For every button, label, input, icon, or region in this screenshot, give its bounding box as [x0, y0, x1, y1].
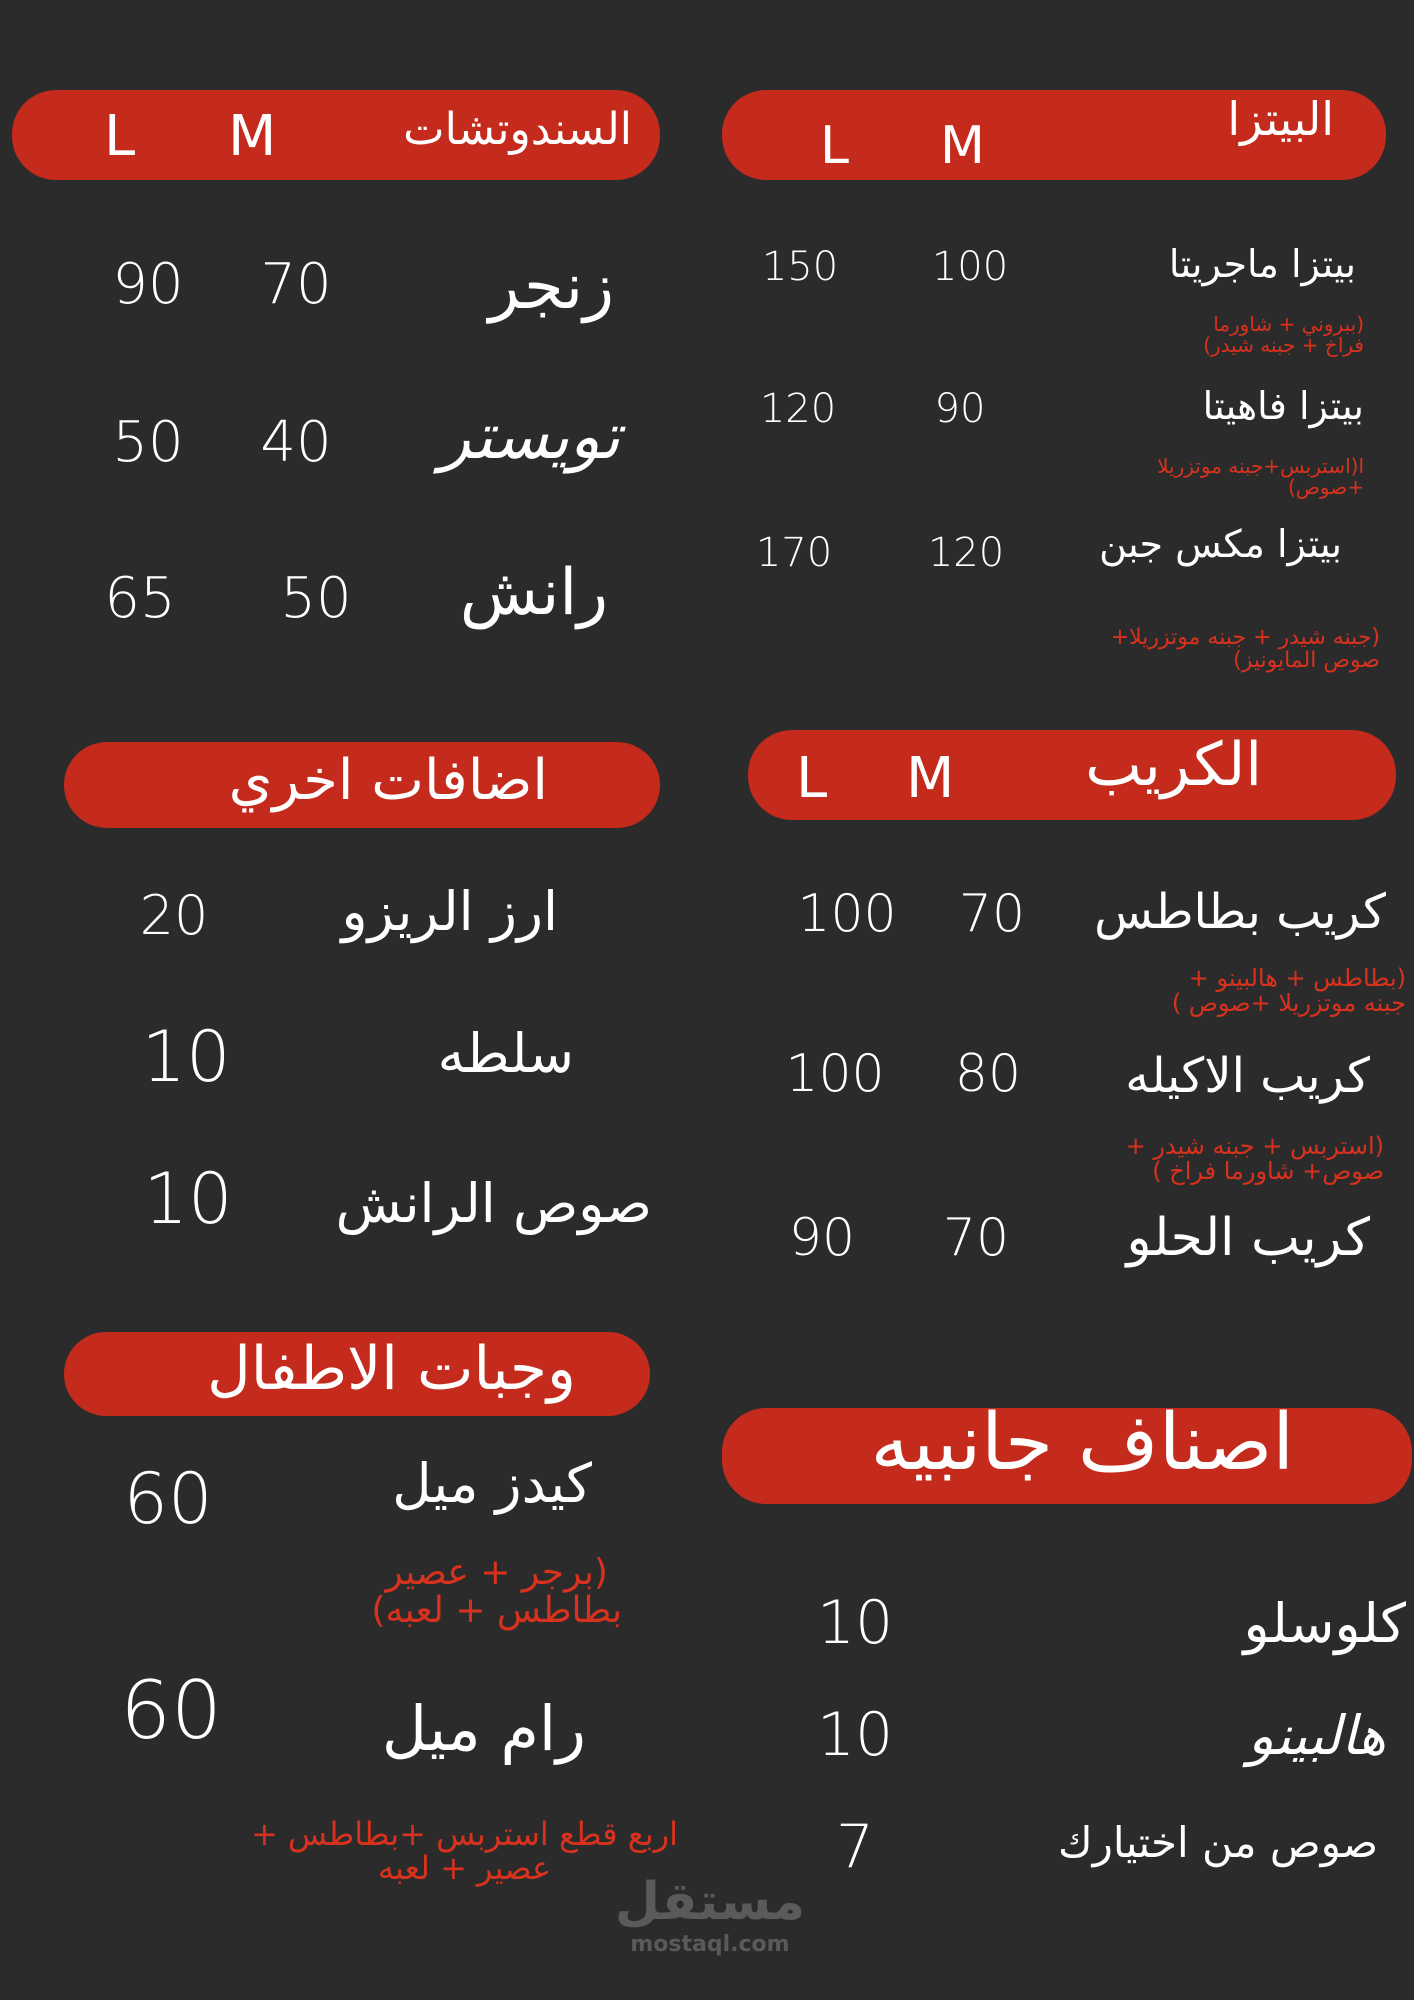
crepe-header-bar	[748, 730, 1396, 820]
crepe-item-price-m: 70	[958, 884, 1026, 944]
sides-item-price: 10	[816, 1700, 894, 1770]
crepe-col-l: L	[796, 746, 828, 811]
pizza-item-price-l: 150	[761, 244, 839, 290]
crepe-item-note	[1172, 966, 1406, 1016]
sandwiches-col-m: M	[228, 104, 277, 169]
pizza-item-note-line: فراخ + جبنه شيدر)	[1203, 333, 1364, 357]
kids-title: وجبات الاطفال	[207, 1334, 576, 1404]
sides-item-price: 10	[816, 1588, 894, 1658]
crepe-item-price-m: 70	[942, 1208, 1010, 1268]
watermark-arabic: مستقل	[614, 1872, 806, 1932]
pizza-item-note-line: (ببروني + شاورما	[1213, 312, 1364, 336]
kids-item-price: 60	[120, 1664, 222, 1757]
crepe-item-name: كريب الحلو	[1126, 1208, 1370, 1268]
kids-item-note	[371, 1554, 622, 1630]
sandwich-item-name: زنجر	[488, 250, 614, 324]
pizza-item-note-line: (جبنه شيدر + جبنه موتزريلا+	[1110, 625, 1380, 650]
crepe-item-note-line: جبنه موتزريلا +صوص )	[1171, 989, 1406, 1018]
pizza-item-price-m: 120	[927, 530, 1005, 576]
extras-item-price: 10	[143, 1158, 233, 1240]
pizza-col-m: M	[940, 116, 985, 176]
kids-item-name: كيدز ميل	[392, 1452, 592, 1515]
pizza-item-note	[1157, 456, 1364, 498]
extras-item-price: 20	[139, 884, 209, 947]
pizza-item-note-line: +صوص)	[1287, 475, 1364, 499]
crepe-col-m: M	[906, 746, 955, 811]
kids-item-name: رام ميل	[381, 1692, 586, 1765]
sandwich-item-price-m: 40	[260, 410, 332, 475]
pizza-item-note	[1111, 626, 1380, 672]
extras-item-name: سلطه	[437, 1022, 574, 1085]
watermark-logo	[600, 1872, 820, 1957]
pizza-item-note-line: ا(استربس+جبنه موتزريلا	[1157, 454, 1364, 478]
pizza-item-price-m: 100	[931, 244, 1009, 290]
sandwich-item-name: تويستر	[439, 400, 620, 474]
pizza-item-note	[1203, 314, 1364, 356]
crepe-item-name: كريب الاكيله	[1125, 1048, 1370, 1104]
extras-title: اضافات اخري	[228, 748, 548, 813]
pizza-item-name: بيتزا فاهيتا	[1202, 384, 1364, 428]
sandwich-item-price-l: 90	[112, 252, 184, 317]
pizza-item-price-l: 120	[759, 386, 837, 432]
kids-item-note-line: (برجر + عصير	[385, 1552, 608, 1593]
sandwich-item-name: رانش	[459, 556, 608, 630]
kids-item-note-line: اربع قطع استربس +بطاطس +	[250, 1815, 678, 1853]
pizza-item-price-m: 90	[934, 386, 986, 432]
crepe-item-note	[1126, 1134, 1384, 1184]
sides-title: اصناف جانبيه	[870, 1398, 1294, 1488]
sandwich-item-price-m: 50	[280, 566, 352, 631]
extras-item-name: ارز الريزو	[341, 880, 558, 943]
sides-item-name: صوص من اختيارك	[1058, 1818, 1378, 1867]
kids-item-note-line: عصير + لعبه	[377, 1848, 552, 1887]
pizza-item-name: بيتزا ماجريتا	[1168, 242, 1356, 286]
extras-item-price: 10	[141, 1016, 231, 1098]
pizza-item-name: بيتزا مكس جبن	[1099, 522, 1342, 566]
sandwich-item-price-l: 65	[104, 566, 176, 631]
kids-item-price: 60	[123, 1458, 213, 1540]
pizza-col-l: L	[820, 116, 849, 176]
sandwiches-title: السندوتشات	[403, 104, 632, 155]
crepe-item-price-l: 100	[785, 1044, 885, 1104]
crepe-item-price-l: 100	[797, 884, 897, 944]
sandwich-item-price-m: 70	[260, 252, 332, 317]
sandwiches-col-l: L	[104, 104, 136, 169]
sides-item-name: هالبينو	[1247, 1704, 1386, 1767]
crepe-item-price-l: 90	[788, 1208, 856, 1268]
extras-item-name: صوص الرانش	[335, 1172, 652, 1235]
crepe-item-price-m: 80	[954, 1044, 1022, 1104]
kids-item-note-line: بطاطس + لعبه)	[371, 1589, 622, 1631]
crepe-title: الكريب	[1085, 730, 1262, 800]
sandwich-item-price-l: 50	[112, 410, 184, 475]
crepe-item-note-line: صوص+ شاورما فراخ )	[1152, 1157, 1384, 1186]
crepe-item-note-line: (استربس + جبنه شيدر +	[1125, 1132, 1384, 1160]
sides-item-price: 7	[835, 1812, 875, 1882]
crepe-item-name: كريب بطاطس	[1094, 884, 1386, 940]
watermark-latin: mostaql.com	[630, 1932, 790, 1957]
sides-item-name: كلوسلو	[1243, 1592, 1406, 1655]
pizza-item-note-line: صوص المايونيز)	[1233, 648, 1380, 674]
crepe-item-note-line: (بطاطس + هالبينو +	[1188, 964, 1406, 992]
pizza-item-price-l: 170	[755, 530, 833, 576]
pizza-title: البيتزا	[1227, 92, 1334, 146]
